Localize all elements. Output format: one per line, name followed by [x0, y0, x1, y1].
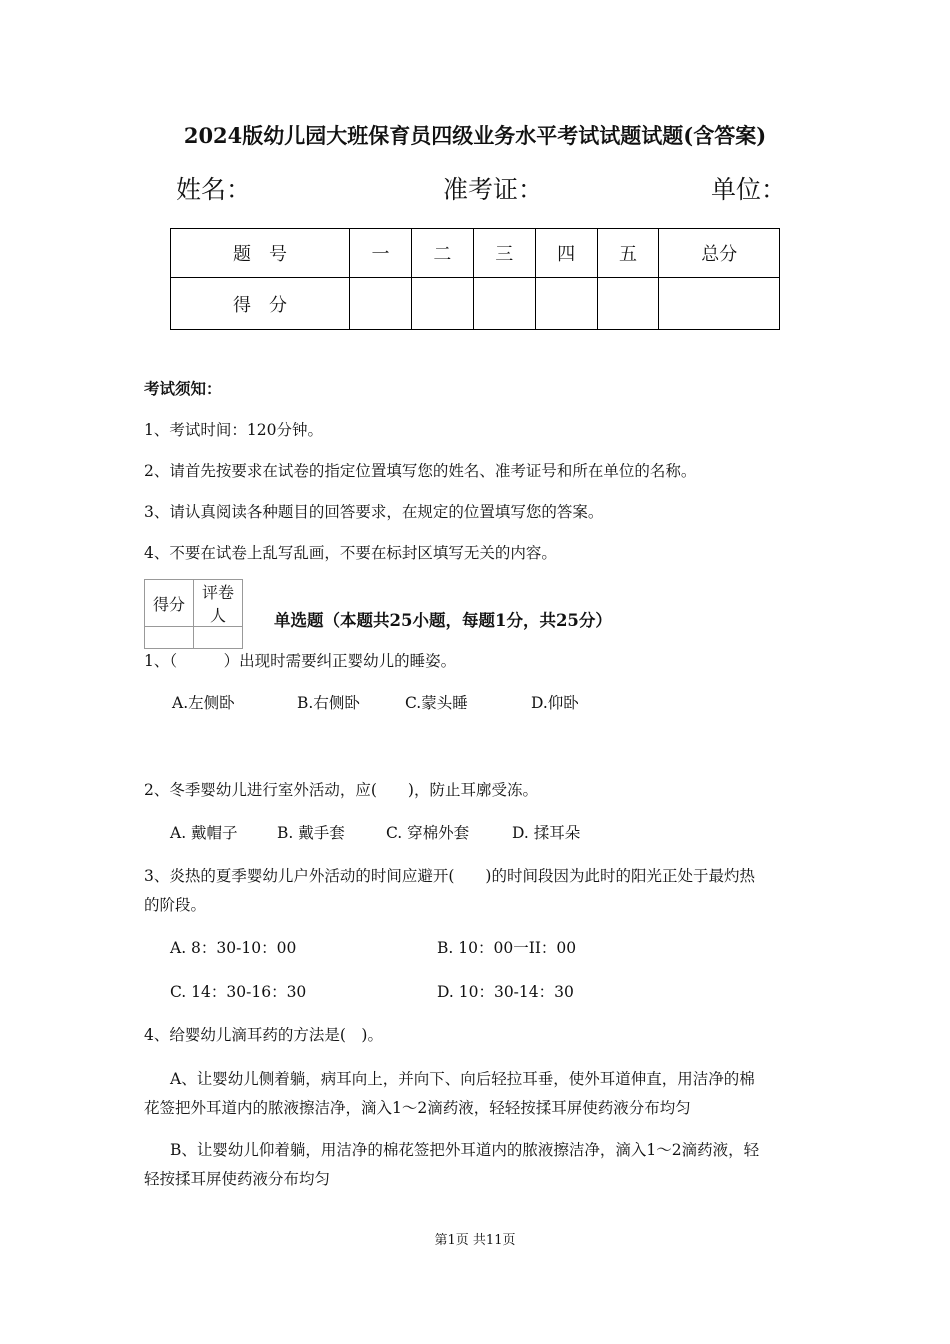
exam-id-label: 准考证：: [443, 175, 544, 204]
score-blank-cell[interactable]: [535, 278, 597, 330]
score-cell: 五: [597, 229, 659, 278]
section-title: 单选题（本题共25小题，每题1分，共25分）: [274, 611, 612, 630]
option-b[interactable]: B、让婴幼儿仰着躺，用洁净的棉花签把外耳道内的脓液擦洁净，滴入1～2滴药液，轻: [170, 1141, 760, 1159]
option-a[interactable]: A、让婴幼儿侧着躺，病耳向上，并向下、向后轻拉耳垂，使外耳道伸直，用洁净的棉: [170, 1070, 755, 1088]
option-d[interactable]: D.仰卧: [531, 694, 579, 712]
score-row-label: 得 分: [171, 278, 350, 330]
score-cell: 题 号: [171, 229, 350, 278]
score-blank-cell[interactable]: [411, 278, 473, 330]
option-c[interactable]: C. 14：30-16：30: [170, 983, 307, 1001]
score-cell: 四: [535, 229, 597, 278]
option-b[interactable]: B. 10：00一II：00: [437, 939, 577, 957]
score-table-header-row: [171, 229, 780, 278]
question-stem: 3、炎热的夏季婴幼儿户外活动的时间应避开( )的时间段因为此时的阳光正处于最灼热: [144, 867, 755, 885]
score-table: [170, 228, 780, 330]
option-b-cont[interactable]: 轻按揉耳屏使药液分布均匀: [144, 1170, 331, 1188]
option-a[interactable]: A.左侧卧: [172, 694, 235, 712]
option-b[interactable]: B.右侧卧: [297, 694, 360, 712]
grader-score-label: 得分: [145, 580, 194, 627]
score-blank-cell[interactable]: [473, 278, 535, 330]
notice-item: 3、请认真阅读各种题目的回答要求，在规定的位置填写您的答案。: [144, 503, 604, 521]
question-stem: 4、给婴幼儿滴耳药的方法是( )。: [144, 1026, 383, 1044]
grader-box: [144, 579, 243, 649]
score-cell: 总分: [659, 229, 780, 278]
score-table-score-row: [171, 278, 780, 330]
score-blank-cell[interactable]: [659, 278, 780, 330]
option-c[interactable]: C. 穿棉外套: [386, 824, 470, 842]
score-cell: 二: [411, 229, 473, 278]
option-c[interactable]: C.蒙头睡: [405, 694, 468, 712]
score-blank-cell[interactable]: [597, 278, 659, 330]
grader-name-blank[interactable]: [194, 627, 243, 649]
question-stem: 2、冬季婴幼儿进行室外活动，应( )，防止耳廓受冻。: [144, 781, 538, 799]
option-d[interactable]: D. 10：30-14：30: [437, 983, 574, 1001]
question-stem: 1、（ ）出现时需要纠正婴幼儿的睡姿。: [144, 652, 457, 670]
score-cell: 一: [350, 229, 412, 278]
option-b[interactable]: B. 戴手套: [277, 824, 345, 842]
score-cell: 三: [473, 229, 535, 278]
notice-heading: 考试须知：: [144, 379, 222, 398]
name-label: 姓名：: [176, 175, 252, 204]
notice-item: 1、考试时间：120分钟。: [144, 421, 323, 439]
grader-score-blank[interactable]: [145, 627, 194, 649]
option-a-cont[interactable]: 花签把外耳道内的脓液擦洁净，滴入1～2滴药液，轻轻按揉耳屏使药液分布均匀: [144, 1099, 691, 1117]
notice-item: 4、不要在试卷上乱写乱画，不要在标封区填写无关的内容。: [144, 544, 557, 562]
option-a[interactable]: A. 8：30-10：00: [170, 939, 297, 957]
option-d[interactable]: D. 揉耳朵: [512, 824, 581, 842]
question-stem-cont: 的阶段。: [144, 896, 207, 914]
grader-name-label: 评卷人: [194, 580, 243, 627]
option-a[interactable]: A. 戴帽子: [170, 824, 238, 842]
unit-label: 单位：: [711, 175, 787, 204]
notice-item: 2、请首先按要求在试卷的指定位置填写您的姓名、准考证号和所在单位的名称。: [144, 462, 697, 480]
page-footer: 第1页 共11页: [434, 1233, 516, 1248]
score-blank-cell[interactable]: [350, 278, 412, 330]
page-title: 2024版幼儿园大班保育员四级业务水平考试试题试题(含答案): [183, 123, 767, 148]
